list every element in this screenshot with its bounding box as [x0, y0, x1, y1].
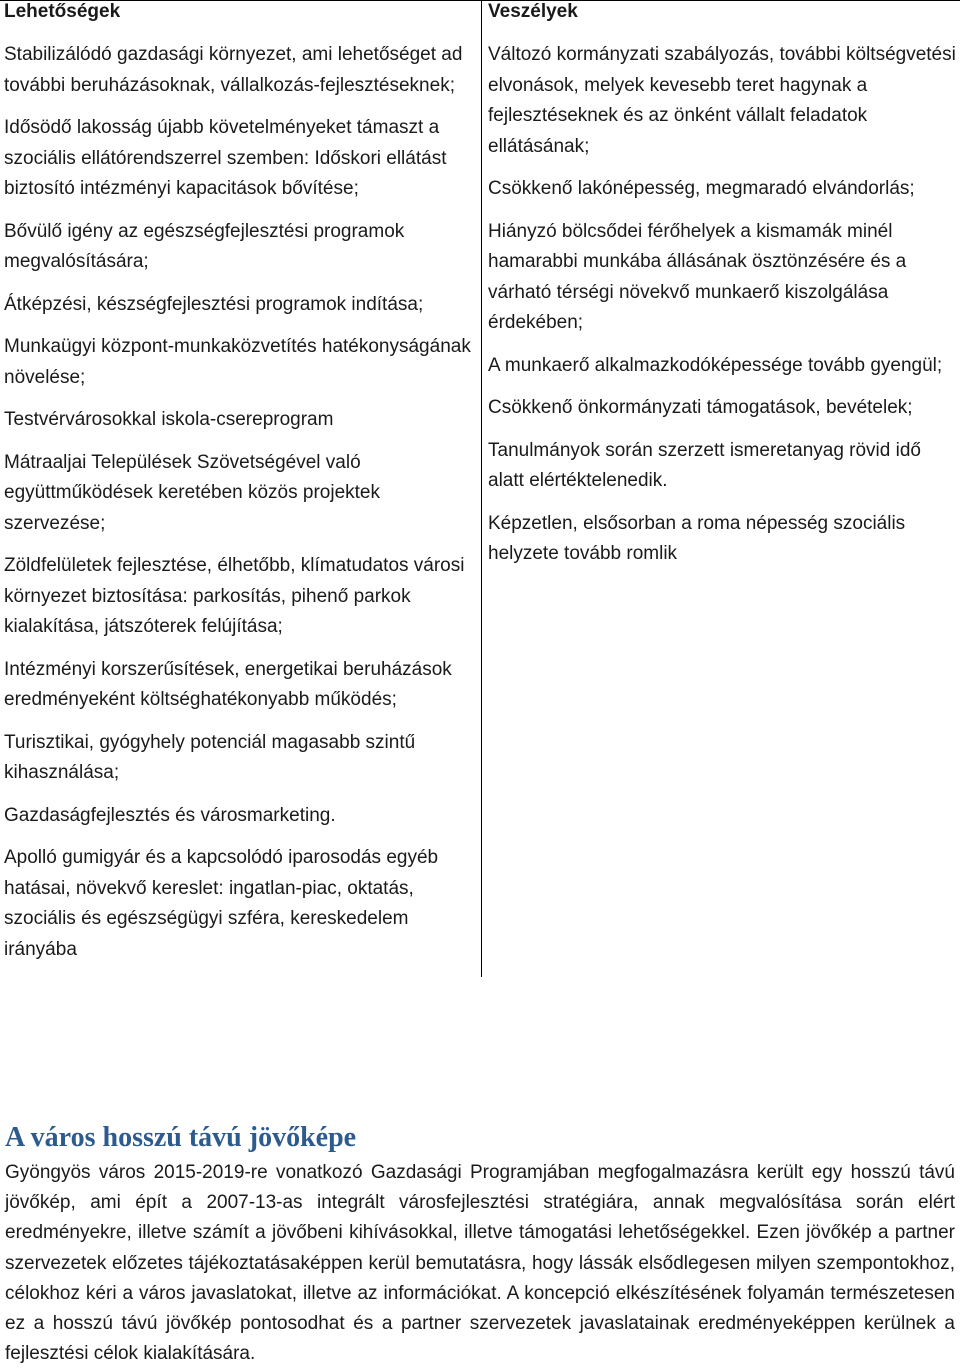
threat-item: Változó kormányzati szabályozás, további költségvetési elvonások, melyek kevesebb teret hagynak a fejlesztéseknek és az önként vállalt feladatok ellátásának;: [488, 44, 956, 157]
opportunity-item: Zöldfelületek fejlesztése, élhetőbb, klímatudatos városi környezet biztosítása: parkosítás, pihenő parkok kialakítása, játszóterek felújítása;: [4, 555, 465, 637]
threats-heading: Veszélyek: [488, 1, 578, 22]
opportunity-item: Munkaügyi központ-munkaközvetítés hatékonyságának növelése;: [4, 336, 471, 388]
threat-item: A munkaerő alkalmazkodóképessége tovább gyengül;: [488, 354, 943, 376]
opportunity-item: Intézményi korszerűsítések, energetikai beruházások eredményeként költséghatékonyabb működés;: [4, 658, 452, 710]
vision-section: [5, 1118, 955, 1369]
vision-title: A város hosszú távú jövőképe: [5, 1122, 357, 1153]
opportunity-item: Idősödő lakosság újabb követelményeket támaszt a szociális ellátórendszerrel szemben: Időskori ellátást biztosító intézményi kapacitások bővítése;: [4, 117, 447, 199]
opportunity-item: Testvérvárosokkal iskola-csereprogram: [4, 409, 334, 430]
opportunities-heading: Lehetőségek: [4, 1, 121, 22]
opportunity-item: Turisztikai, gyógyhely potenciál magasabb szintű kihasználása;: [4, 731, 416, 783]
opportunity-item: Mátraaljai Települések Szövetségével való együttműködések keretében közös projektek szervezése;: [4, 451, 380, 534]
threat-item: Csökkenő önkormányzati támogatások, bevételek;: [488, 397, 913, 418]
vision-body: Gyöngyös város 2015-2019-re vonatkozó Gazdasági Programjában megfogalmazásra került egy hosszú távú jövőkép, ami épít a 2007-13-as integrált városfejlesztési stratégiára, annak megvalósítása során elért eredményekre, illetve számít a jövőbeni kihívásokkal, illetve támogatási lehetőségekkel. Ezen jövőkép a partner szervezetek előzetes tájékoztatásaképpen kerül bemutatásra, hogy lássák elsődlegesen milyen szempontokhoz, célokhoz kéri a város javaslatokat, illetve az információkat. A koncepció elkészítésének folyamán természetesen ez a hosszú távú jövőkép pontosodhat és a partner szervezetek javaslatainak eredményeképpen kerülnek a fejlesztési célok kialakítására.: [5, 1162, 955, 1365]
threat-item: Csökkenő lakónépesség, megmaradó elvándorlás;: [488, 178, 915, 199]
opportunity-item: Bővülő igény az egészségfejlesztési programok megvalósítására;: [4, 220, 405, 272]
opportunity-item: Stabilizálódó gazdasági környezet, ami lehetőséget ad további beruházásoknak, vállalkozás-fejlesztéseknek;: [4, 44, 463, 96]
opportunity-item: Gazdaságfejlesztés és városmarketing.: [4, 804, 336, 826]
opportunities-column: [0, 1, 482, 977]
opportunity-item: Apolló gumigyár és a kapcsolódó iparosodás egyéb hatásai, növekvő kereslet: ingatlan-piac, oktatás, szociális és egészségügyi szféra, kereskedelem irányába: [4, 847, 439, 960]
threat-item: Tanulmányok során szerzett ismeretanyag rövid idő alatt elértéktelenedik.: [488, 439, 921, 491]
threat-item: Képzetlen, elsősorban a roma népesség szociális helyzete tovább romlik: [488, 512, 906, 564]
opportunity-item: Átképzési, készségfejlesztési programok indítása;: [4, 293, 424, 315]
threats-column: [482, 1, 960, 977]
threat-item: Hiányzó bölcsődei férőhelyek a kismamák minél hamarabbi munkába állásának ösztönzésére és a várható térségi növekvő munkaerő kiszolgálása érdekében;: [488, 220, 907, 333]
